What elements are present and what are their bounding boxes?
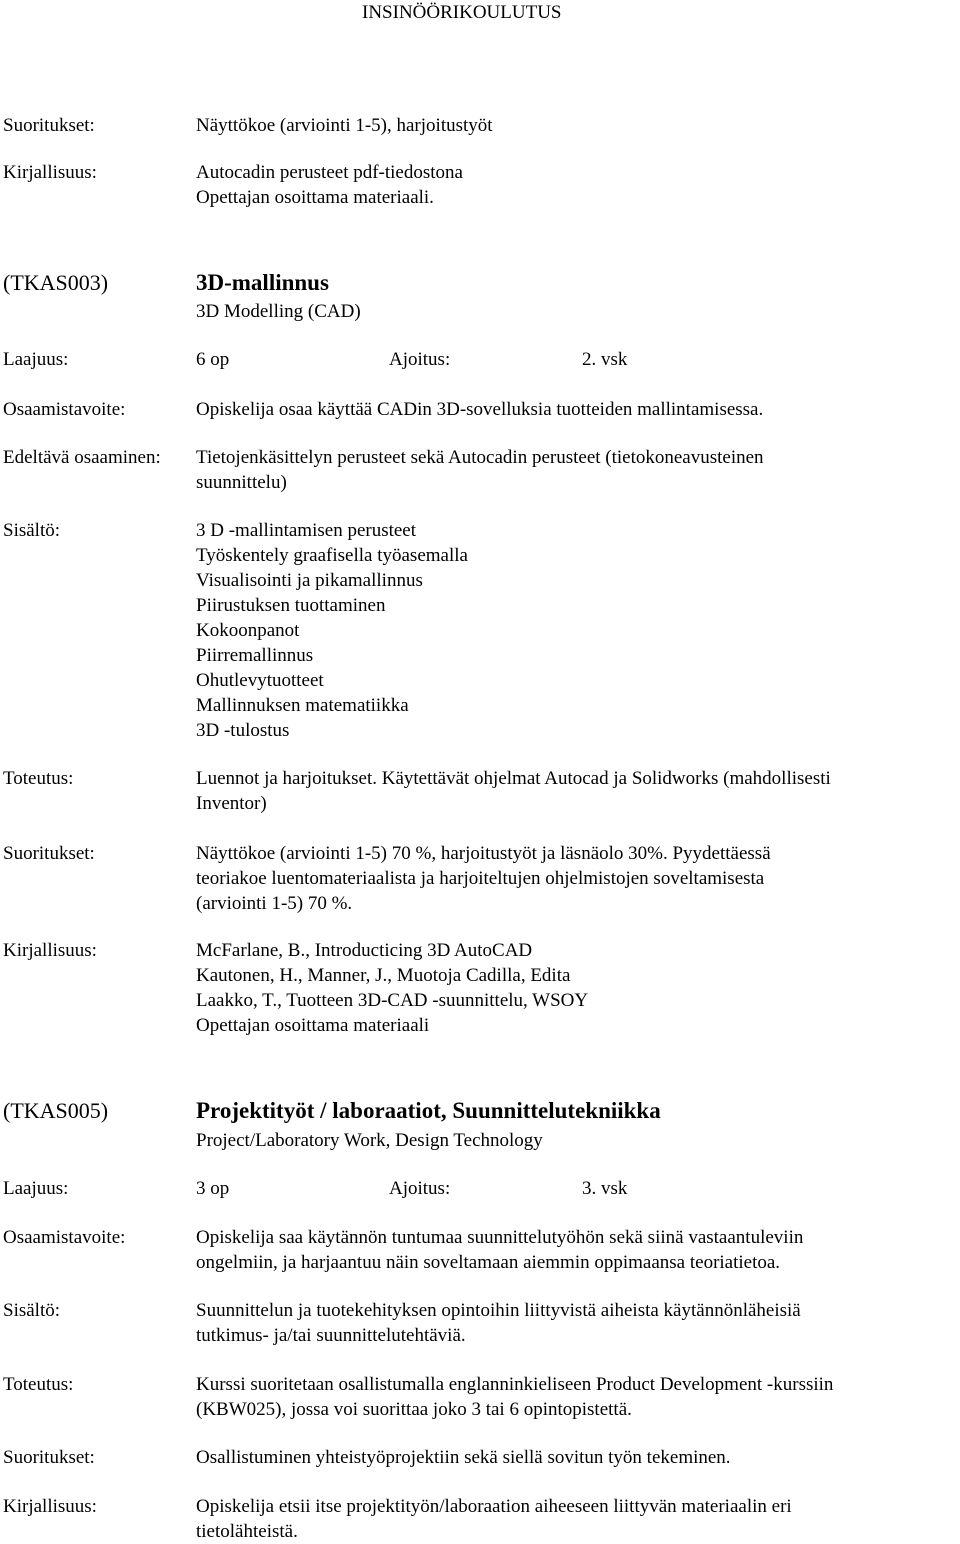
course1-sisalto-label: Sisältö: — [3, 520, 61, 541]
course1-osaamistavoite-label: Osaamistavoite: — [3, 399, 126, 420]
course1-suoritukset-line: Näyttökoe (arviointi 1-5) 70 %, harjoitustyöt ja läsnäolo 30%. Pyydettäessä — [196, 843, 771, 864]
course2-ajoitus-label: Ajoitus: — [389, 1178, 451, 1199]
course1-suoritukset-line: teoriakoe luentomateriaalista ja harjoiteltujen ohjelmistojen soveltamisesta — [196, 868, 765, 889]
course1-edeltava-line: Tietojenkäsittelyn perusteet sekä Autocadin perusteet (tietokoneavusteinen — [196, 447, 764, 468]
course2-osaamistavoite-line: ongelmiin, ja harjaantuu näin soveltamaan aiemmin oppimaansa teoriatietoa. — [196, 1252, 781, 1273]
course2-toteutus-line: Kurssi suoritetaan osallistumalla englanninkieliseen Product Development -kurssiin — [196, 1374, 834, 1395]
course1-laajuus-label: Laajuus: — [3, 349, 69, 370]
page-header-title: INSINÖÖRIKOULUTUS — [362, 2, 562, 23]
course1-title: 3D-mallinnus — [196, 270, 329, 295]
course1-kirjallisuus-label: Kirjallisuus: — [3, 940, 97, 961]
prev-suoritukset-value: Näyttökoe (arviointi 1-5), harjoitustyöt — [196, 115, 493, 136]
course1-laajuus-value: 6 op — [196, 349, 230, 370]
course1-kirjallisuus-item: McFarlane, B., Introducticing 3D AutoCAD — [196, 940, 533, 961]
course1-kirjallisuus-item: Opettajan osoittama materiaali — [196, 1015, 430, 1036]
course1-toteutus-line: Luennot ja harjoitukset. Käytettävät ohjelmat Autocad ja Solidworks (mahdollisesti — [196, 768, 831, 789]
course1-toteutus-label: Toteutus: — [3, 768, 74, 789]
course2-laajuus-label: Laajuus: — [3, 1178, 69, 1199]
course1-sisalto-item: 3 D -mallintamisen perusteet — [196, 520, 417, 541]
course2-kirjallisuus-label: Kirjallisuus: — [3, 1496, 97, 1517]
course2-ajoitus-value: 3. vsk — [582, 1178, 628, 1199]
course1-toteutus-line: Inventor) — [196, 793, 267, 814]
course1-sisalto-item: Piirremallinnus — [196, 645, 314, 666]
course1-sisalto-item: 3D -tulostus — [196, 720, 290, 741]
course1-code: (TKAS003) — [3, 270, 109, 295]
course1-subtitle: 3D Modelling (CAD) — [196, 301, 361, 322]
course2-kirjallisuus-line: tietolähteistä. — [196, 1521, 298, 1542]
course1-sisalto-item: Työskentely graafisella työasemalla — [196, 545, 468, 566]
course1-suoritukset-line: (arviointi 1-5) 70 %. — [196, 893, 353, 914]
course2-subtitle: Project/Laboratory Work, Design Technology — [196, 1130, 543, 1151]
prev-kirjallisuus-line: Opettajan osoittama materiaali. — [196, 187, 434, 208]
course2-osaamistavoite-line: Opiskelija saa käytännön tuntumaa suunnittelutyöhön sekä siinä vastaantuleviin — [196, 1227, 804, 1248]
course1-sisalto-item: Ohutlevytuotteet — [196, 670, 324, 691]
prev-kirjallisuus-line: Autocadin perusteet pdf-tiedostona — [196, 162, 463, 183]
course1-sisalto-item: Mallinnuksen matematiikka — [196, 695, 409, 716]
course1-edeltava-line: suunnittelu) — [196, 472, 287, 493]
course1-ajoitus-label: Ajoitus: — [389, 349, 451, 370]
course1-suoritukset-label: Suoritukset: — [3, 843, 95, 864]
course1-edeltava-label: Edeltävä osaaminen: — [3, 447, 161, 468]
course2-kirjallisuus-line: Opiskelija etsii itse projektityön/laboraation aiheeseen liittyvän materiaalin eri — [196, 1496, 792, 1517]
course1-sisalto-item: Piirustuksen tuottaminen — [196, 595, 386, 616]
course2-code: (TKAS005) — [3, 1098, 109, 1123]
course2-sisalto-line: tutkimus- ja/tai suunnittelutehtäviä. — [196, 1325, 466, 1346]
course2-title: Projektityöt / laboraatiot, Suunnittelutekniikka — [196, 1098, 661, 1123]
course1-kirjallisuus-item: Laakko, T., Tuotteen 3D-CAD -suunnittelu, WSOY — [196, 990, 589, 1011]
course2-suoritukset-value: Osallistuminen yhteistyöprojektiin sekä siellä sovitun työn tekeminen. — [196, 1447, 731, 1468]
course2-suoritukset-label: Suoritukset: — [3, 1447, 95, 1468]
course2-sisalto-label: Sisältö: — [3, 1300, 61, 1321]
course2-osaamistavoite-label: Osaamistavoite: — [3, 1227, 126, 1248]
course2-toteutus-label: Toteutus: — [3, 1374, 74, 1395]
prev-suoritukset-label: Suoritukset: — [3, 115, 95, 136]
course1-sisalto-item: Kokoonpanot — [196, 620, 300, 641]
course2-toteutus-line: (KBW025), jossa voi suorittaa joko 3 tai 6 opintopistettä. — [196, 1399, 632, 1420]
course2-laajuus-value: 3 op — [196, 1178, 230, 1199]
course1-kirjallisuus-item: Kautonen, H., Manner, J., Muotoja Cadilla, Edita — [196, 965, 571, 986]
course2-sisalto-line: Suunnittelun ja tuotekehityksen opintoihin liittyvistä aiheista käytännönläheisiä — [196, 1300, 801, 1321]
course1-sisalto-item: Visualisointi ja pikamallinnus — [196, 570, 423, 591]
prev-kirjallisuus-label: Kirjallisuus: — [3, 162, 97, 183]
course1-osaamistavoite-value: Opiskelija osaa käyttää CADin 3D-sovelluksia tuotteiden mallintamisessa. — [196, 399, 764, 420]
course1-ajoitus-value: 2. vsk — [582, 349, 628, 370]
